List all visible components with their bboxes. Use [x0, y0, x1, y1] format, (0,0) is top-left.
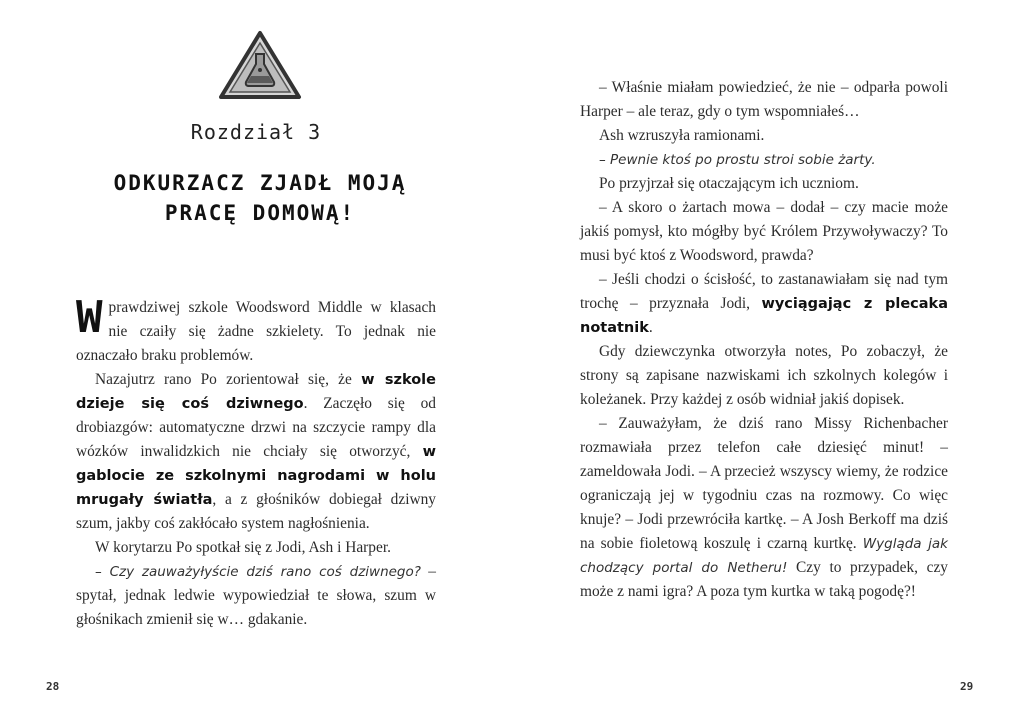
paragraph-2-text-b: . Zaczęło się od drobiazgów: automatyczne drzwi na szczycie rampy dla wózków inwalidzkich nie chciały się otworzyć,	[76, 395, 436, 460]
right-paragraph-6	[580, 268, 948, 340]
paragraph-1-text: prawdziwej szkole Woodsword Middle w klasach nie czaiły się żadne szkielety. To jednak nie oznaczało braku problemów.	[76, 299, 436, 364]
page-number-right: 29	[960, 680, 974, 693]
right-paragraph-4: Po przyjrzał się otaczającym ich uczniom.	[599, 175, 859, 192]
right-paragraph-6-bold: wyciągając z plecaka notatnik	[580, 296, 948, 336]
paragraph-4-handwritten: – Czy zauważyłyście dziś rano coś dziwnego?	[95, 564, 421, 580]
right-paragraph-3-handwritten: – Pewnie ktoś po prostu stroi sobie żarty.	[599, 152, 876, 168]
right-paragraph-8-handwritten: Wygląda jak chodzący portal do Netheru!	[580, 536, 949, 576]
flask-warning-icon	[218, 30, 302, 100]
drop-cap: W	[76, 292, 103, 343]
paragraph-4-text: – spytał, jednak ledwie wypowiedział te słowa, szum w głośnikach zmienił się w… gdakanie.	[76, 563, 437, 628]
chapter-label: Rozdział 3	[190, 120, 322, 144]
paragraph-2-bold-b: w gablocie ze szkolnymi nagrodami w holu mrugały światła	[76, 444, 436, 508]
right-paragraph-6-text-a: – Jeśli chodzi o ścisłość, to zastanawiałam się nad tym trochę – przyznała Jodi,	[580, 271, 948, 312]
paragraph-2-text-c: , a z głośników dobiegał dziwny szum, jakby coś zakłócało system nagłośnienia.	[76, 491, 436, 532]
paragraph-1	[76, 292, 436, 368]
right-paragraph-6-text-b: .	[648, 319, 653, 336]
right-body-text	[580, 76, 948, 604]
right-paragraph-7: Gdy dziewczynka otworzyła notes, Po zobaczył, że strony są zapisane nazwiskami ich szkolnych kolegów i koleżanek. Przy każdej z osób widniał jakiś dopisek.	[580, 343, 948, 408]
chapter-title-line1: ODKURZACZ ZJADŁ MOJĄ	[113, 171, 407, 195]
paragraph-2-text-a: Nazajutrz rano Po zorientował się, że	[95, 371, 362, 388]
right-paragraph-1: – Właśnie miałam powiedzieć, że nie – odparła powoli Harper – ale teraz, gdy o tym wspomniałeś…	[580, 79, 948, 120]
page-number-left: 28	[46, 680, 60, 693]
paragraph-4	[76, 560, 436, 632]
right-paragraph-3	[580, 148, 948, 172]
right-paragraph-8	[580, 412, 948, 604]
right-paragraph-2: Ash wzruszyła ramionami.	[599, 127, 765, 144]
chapter-title-line2: PRACĘ DOMOWĄ!	[164, 201, 356, 225]
right-paragraph-8-text-a: – Zauważyłam, że dziś rano Missy Richenbacher rozmawiała przez telefon całe dziesięć minut! – zameldowała Jodi. – A przecież wszyscy wiemy, że rodzice ograniczają jej w tygodniu czas na rozmowy. Co więc knuje? – Jodi przewróciła kartkę. – A Josh Berkoff ma dziś na sobie fioletową koszulę i czarną kurtkę.	[580, 415, 948, 552]
paragraph-3: W korytarzu Po spotkał się z Jodi, Ash i Harper.	[95, 539, 391, 556]
paragraph-2	[76, 368, 436, 536]
paragraph-2-bold-a: w szkole dzieje się coś dziwnego	[76, 372, 436, 412]
chapter-title	[90, 168, 430, 228]
right-paragraph-5: – A skoro o żartach mowa – dodał – czy macie może jakiś pomysł, kto mógłby być Królem Przywoływaczy? To musi być ktoś z Woodsword, prawda?	[580, 199, 948, 264]
left-body-text	[76, 292, 437, 632]
right-paragraph-8-text-b: Czy to przypadek, czy może z nami igra? A poza tym kurtka w taką pogodę?!	[580, 559, 948, 600]
